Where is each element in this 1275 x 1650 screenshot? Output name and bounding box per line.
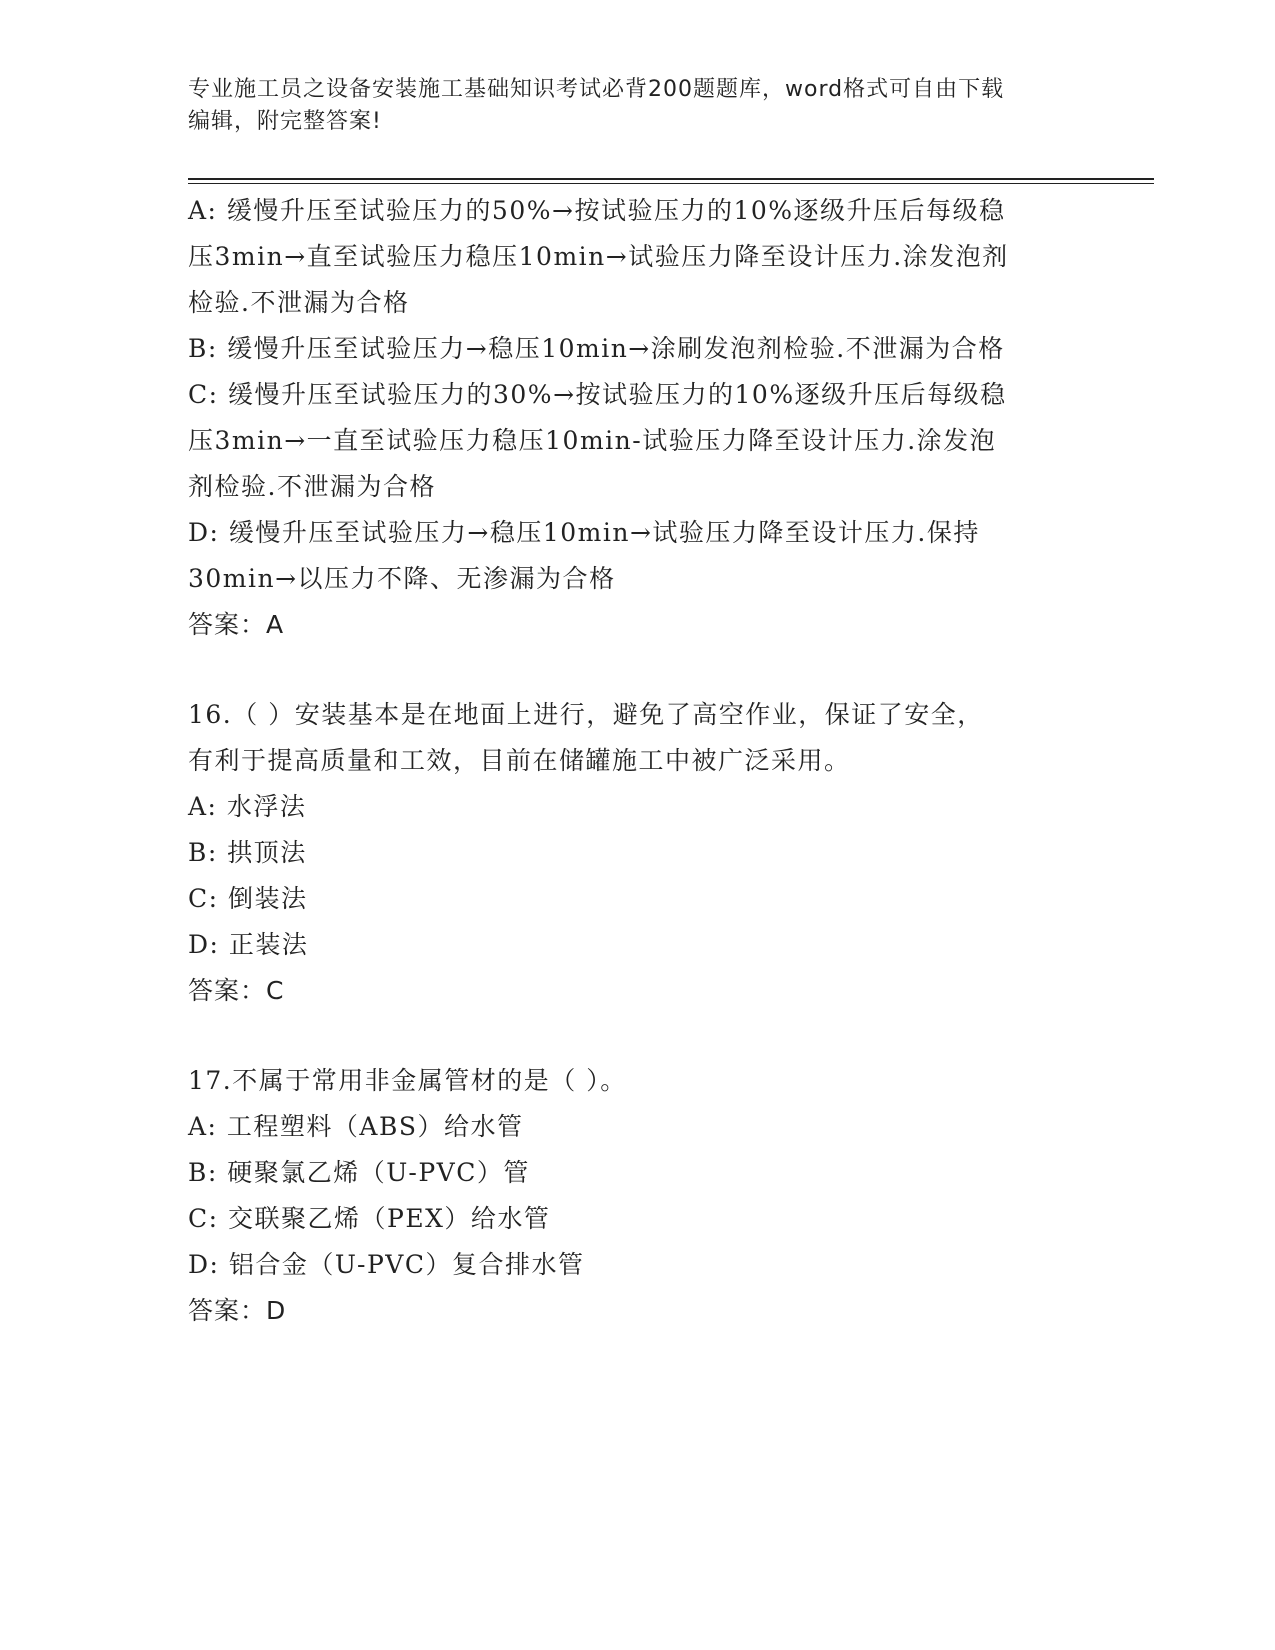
q16-question-line-2: 有利于提高质量和工效，目前在储罐施工中被广泛采用。 bbox=[188, 746, 851, 775]
q17-option-d: D: 铝合金（U-PVC）复合排水管 bbox=[188, 1250, 585, 1279]
question-15 bbox=[188, 188, 1088, 648]
header-divider-thin bbox=[188, 183, 1154, 184]
q16-option-a: A: 水浮法 bbox=[188, 792, 307, 821]
q17-option-a: A: 工程塑料（ABS）给水管 bbox=[188, 1112, 524, 1141]
q15-option-d-line-1: D: 缓慢升压至试验压力→稳压10min→试验压力降至设计压力.保持 bbox=[188, 518, 980, 547]
q16-answer: 答案：C bbox=[188, 976, 285, 1005]
q15-option-c-line-1: C: 缓慢升压至试验压力的30%→按试验压力的10%逐级升压后每级稳 bbox=[188, 380, 1007, 409]
q17-option-c: C: 交联聚乙烯（PEX）给水管 bbox=[188, 1204, 551, 1233]
question-list bbox=[188, 188, 1088, 1334]
question-16 bbox=[188, 692, 1088, 1014]
q15-option-c-line-2: 压3min→一直至试验压力稳压10min-试验压力降至设计压力.涂发泡 bbox=[188, 426, 997, 455]
q17-option-b: B: 硬聚氯乙烯（U-PVC）管 bbox=[188, 1158, 530, 1187]
q15-option-b: B: 缓慢升压至试验压力→稳压10min→涂刷发泡剂检验.不泄漏为合格 bbox=[188, 334, 1005, 363]
header-title-line-2: 编辑，附完整答案! bbox=[188, 109, 382, 134]
header-title-line-1: 专业施工员之设备安装施工基础知识考试必背200题题库，word格式可自由下载 bbox=[188, 77, 1005, 102]
q15-option-a-line-2: 压3min→直至试验压力稳压10min→试验压力降至设计压力.涂发泡剂 bbox=[188, 242, 1009, 271]
q15-option-d-line-2: 30min→以压力不降、无渗漏为合格 bbox=[188, 564, 616, 593]
question-17 bbox=[188, 1058, 1088, 1334]
q16-option-d: D: 正装法 bbox=[188, 930, 309, 959]
document-header bbox=[188, 74, 1068, 138]
q15-answer: 答案：A bbox=[188, 610, 285, 639]
q15-option-a-line-1: A: 缓慢升压至试验压力的50%→按试验压力的10%逐级升压后每级稳 bbox=[188, 196, 1006, 225]
q15-option-a-line-3: 检验.不泄漏为合格 bbox=[188, 288, 410, 317]
header-divider-thick bbox=[188, 178, 1154, 180]
q15-option-c-line-3: 剂检验.不泄漏为合格 bbox=[188, 472, 436, 501]
question-spacer bbox=[188, 648, 1088, 692]
q17-question: 17.不属于常用非金属管材的是（ ）。 bbox=[188, 1066, 627, 1095]
q16-question-line-1: 16.（ ）安装基本是在地面上进行，避免了高空作业，保证了安全， bbox=[188, 700, 984, 729]
question-spacer bbox=[188, 1014, 1088, 1058]
q17-answer: 答案：D bbox=[188, 1296, 287, 1325]
q16-option-c: C: 倒装法 bbox=[188, 884, 308, 913]
q16-option-b: B: 拱顶法 bbox=[188, 838, 307, 867]
